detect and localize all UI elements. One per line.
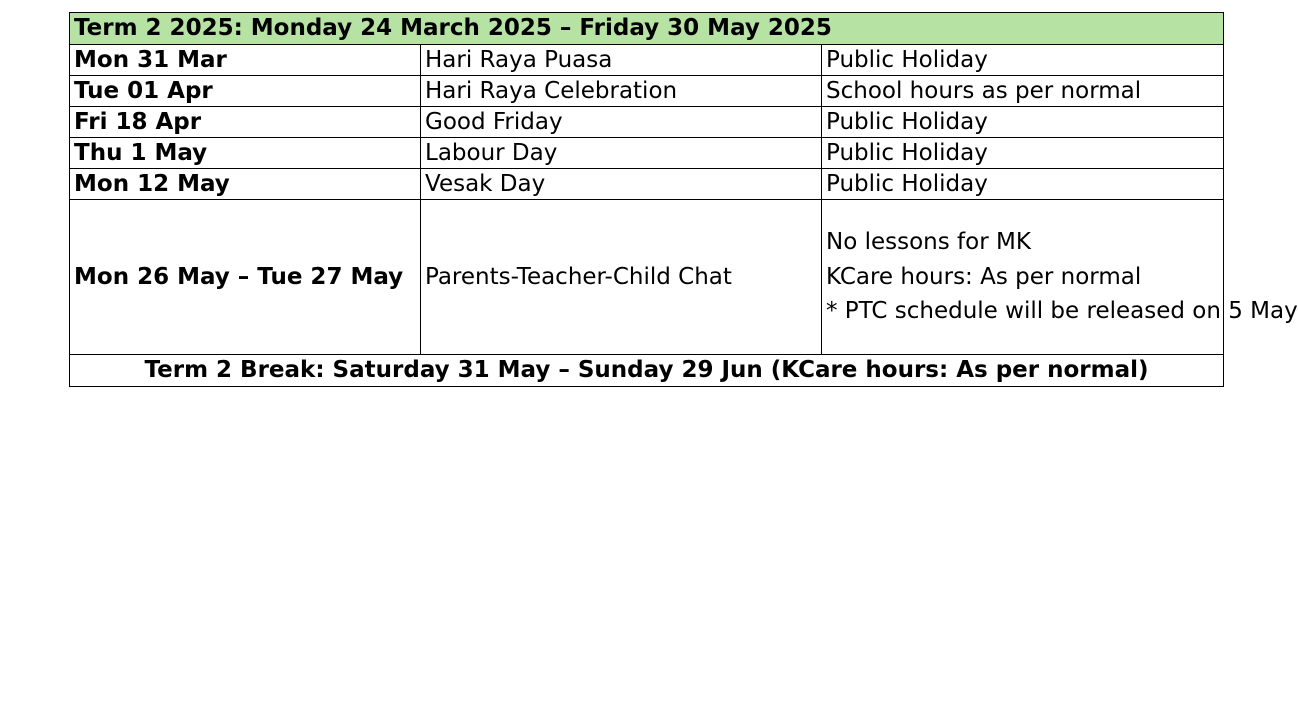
term-calendar-table (69, 12, 1298, 387)
table-row (70, 169, 1224, 200)
event-cell: Hari Raya Puasa (421, 45, 822, 76)
term-header-row (70, 13, 1224, 45)
note-cell: Public Holiday (822, 45, 1224, 76)
table-row (70, 45, 1224, 76)
date-cell: Fri 18 Apr (70, 107, 421, 138)
term-break-text: Term 2 Break: Saturday 31 May – Sunday 29 Jun (KCare hours: As per normal) (70, 355, 1224, 387)
ptc-notes-cell (822, 200, 1298, 355)
table-row (70, 76, 1224, 107)
term-break-row (70, 355, 1224, 387)
term-title: Term 2 2025: Monday 24 March 2025 – Friday 30 May 2025 (70, 13, 1224, 45)
date-cell: Tue 01 Apr (70, 76, 421, 107)
note-cell: Public Holiday (822, 107, 1224, 138)
event-cell: Hari Raya Celebration (421, 76, 822, 107)
note-cell: School hours as per normal (822, 76, 1224, 107)
ptc-event-cell: Parents-Teacher-Child Chat (421, 200, 822, 355)
event-cell: Labour Day (421, 138, 822, 169)
ptc-row (70, 200, 1224, 355)
ptc-date-cell: Mon 26 May – Tue 27 May (70, 200, 421, 355)
date-cell: Mon 12 May (70, 169, 421, 200)
table-row (70, 138, 1224, 169)
event-cell: Good Friday (421, 107, 822, 138)
ptc-note-no-lessons: No lessons for MK (826, 229, 1031, 256)
note-cell: Public Holiday (822, 169, 1224, 200)
ptc-note-schedule-release: * PTC schedule will be released on 5 May (826, 298, 1298, 325)
date-cell: Thu 1 May (70, 138, 421, 169)
date-cell: Mon 31 Mar (70, 45, 421, 76)
table-row (70, 107, 1224, 138)
note-cell: Public Holiday (822, 138, 1224, 169)
ptc-note-kcare-hours: KCare hours: As per normal (826, 263, 1142, 290)
event-cell: Vesak Day (421, 169, 822, 200)
